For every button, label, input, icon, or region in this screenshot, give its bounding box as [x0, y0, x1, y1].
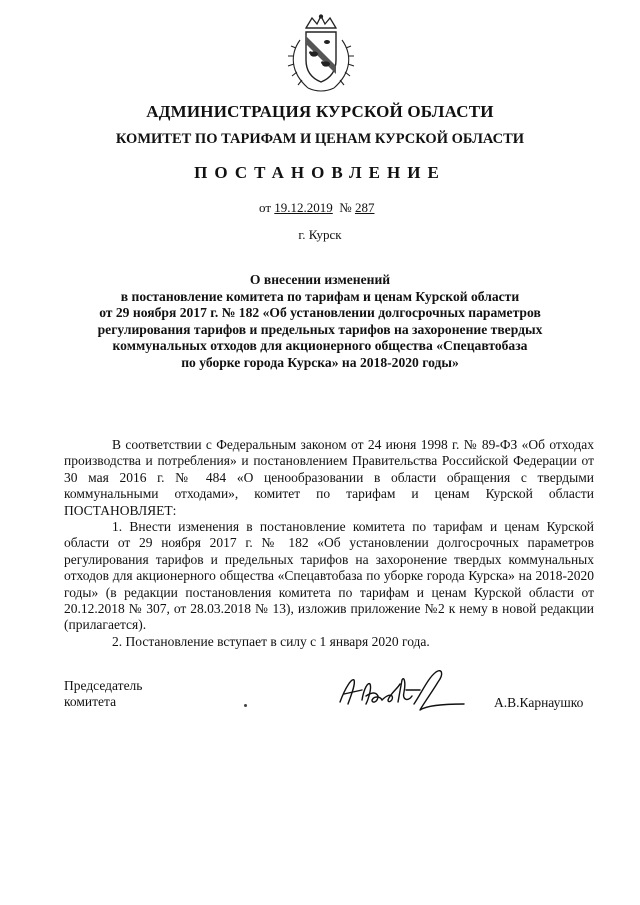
title-line: по уборке города Курска» на 2018-2020 годы» — [181, 354, 459, 370]
preamble-paragraph: В соответствии с Федеральным законом от 24 июня 1998 г. № 89-ФЗ «Об отходах производства и потребления» и постановлением Правительства Российской Федерации от 30 мая 2016 г. № 484 «О ценообразовании в области обращения с твердыми коммунальными отходами», комитет по тарифам и ценам Курской области ПОСТАНОВЛЯЕТ: — [64, 437, 594, 518]
date-prefix: от — [259, 200, 272, 215]
document-number: 287 — [354, 200, 375, 215]
signatory-name: А.В.Карнаушко — [494, 695, 584, 710]
item-1-paragraph: 1. Внести изменения в постановление комитета по тарифам и ценам Курской области от 29 ноября 2017 г. № 182 «Об установлении долгосрочных параметров регулирования тарифов и предельных тарифов на захоронение твердых коммунальных отходов для акционерного общества «Спецавтобаза по уборке города Курска» на 2018-2020 годы» (в редакции постановления комитета по тарифам и ценам Курской области от 20.12.2018 № 307, от 28.03.2018 № 13), изложив приложение №2 к нему в новой редакции (прилагается). — [64, 519, 594, 633]
committee-name: КОМИТЕТ ПО ТАРИФАМ И ЦЕНАМ КУРСКОЙ ОБЛАСТИ — [115, 131, 525, 147]
role-line: Председатель — [64, 678, 143, 693]
title-line: в постановление комитета по тарифам и ценам Курской области — [120, 288, 520, 304]
coat-of-arms-icon — [282, 14, 360, 96]
stray-mark — [244, 704, 247, 707]
document-type: ПОСТАНОВЛЕНИЕ — [194, 163, 446, 182]
title-line: О внесении изменений — [249, 272, 391, 287]
handwritten-signature-icon — [336, 666, 468, 716]
signatory-role — [64, 678, 142, 711]
role-line: комитета — [64, 694, 117, 710]
title-line: от 29 ноября 2017 г. № 182 «Об установлении долгосрочных параметров — [99, 305, 541, 321]
number-prefix: № — [339, 200, 352, 215]
title-line: регулирования тарифов и предельных тарифов на захоронение твердых — [97, 321, 543, 337]
document-date: 19.12.2019 — [274, 200, 333, 215]
date-number-line — [0, 200, 640, 216]
item-2-paragraph: 2. Постановление вступает в силу с 1 января 2020 года. — [112, 633, 430, 649]
document-title — [60, 272, 580, 372]
document-body — [64, 437, 594, 650]
city: г. Курск — [298, 227, 342, 242]
org-name: АДМИНИСТРАЦИЯ КУРСКОЙ ОБЛАСТИ — [146, 102, 494, 121]
title-line: коммунальных отходов для акционерного общества «Спецавтобаза — [112, 338, 528, 354]
